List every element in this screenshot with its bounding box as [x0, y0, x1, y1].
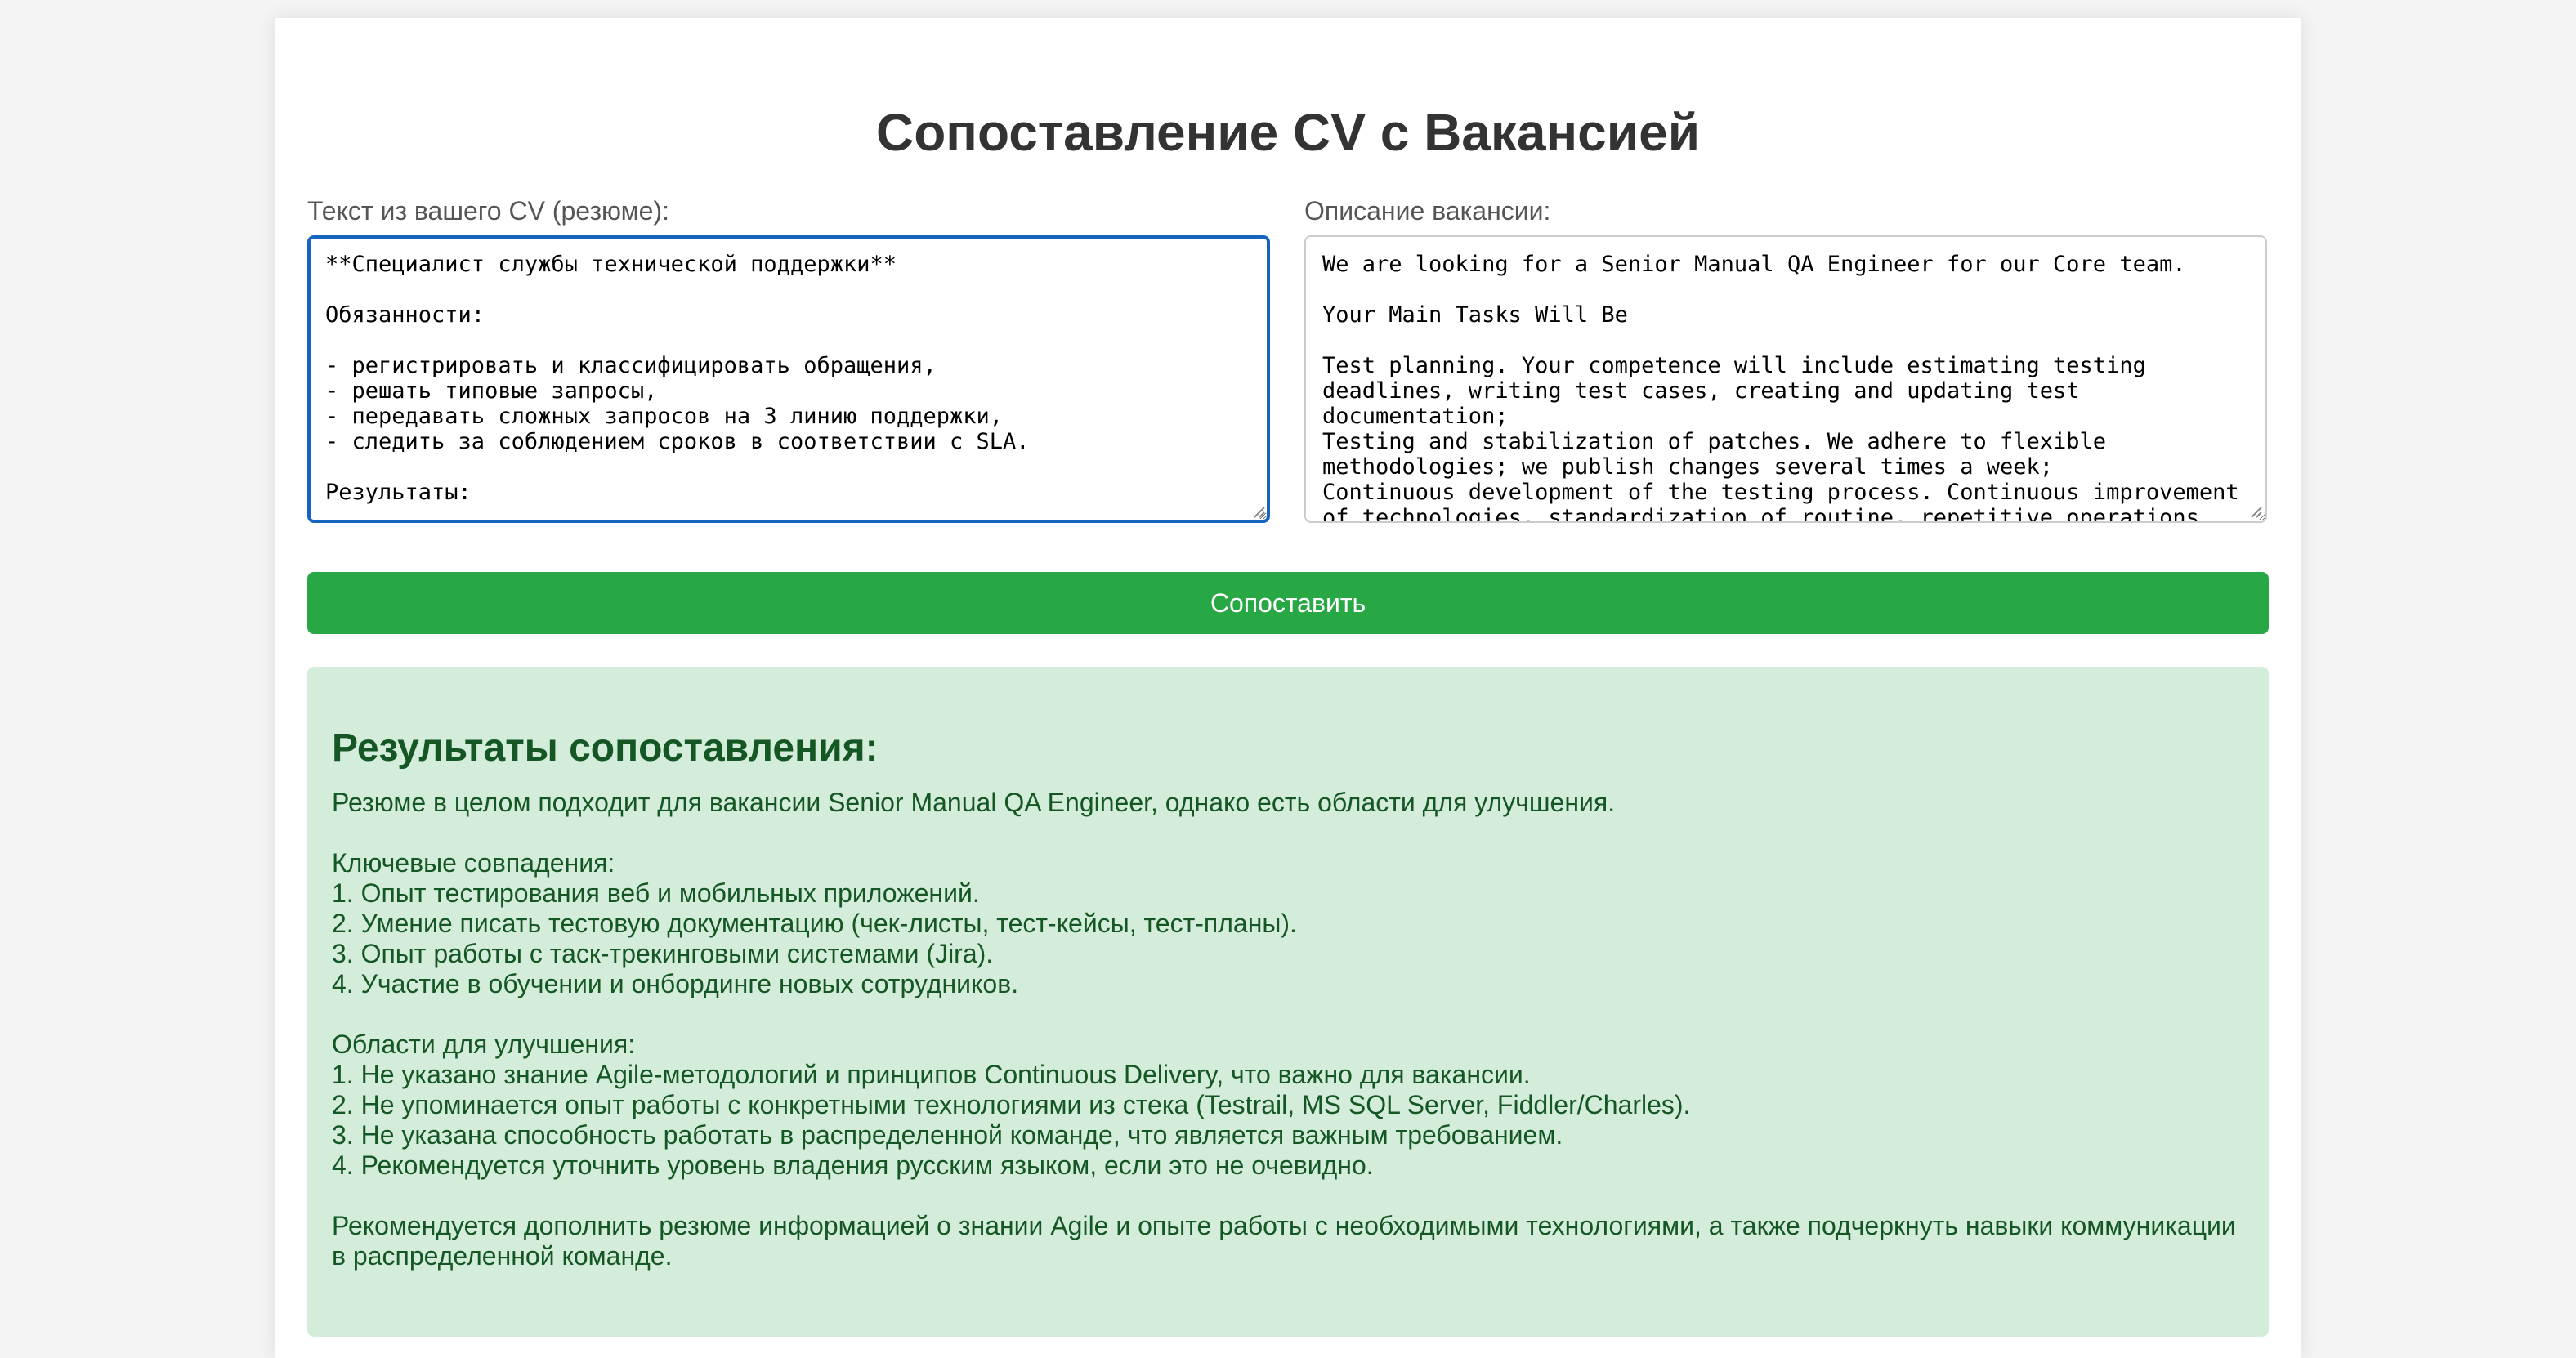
spacer: [332, 818, 2244, 848]
improvements-title: Области для улучшения:: [332, 1030, 636, 1059]
results-summary: Резюме в целом подходит для вакансии Senior Manual QA Engineer, однако есть области для улучшения.: [332, 788, 1616, 817]
main-card: [275, 18, 2301, 1358]
match-item: 1. Опыт тестирования веб и мобильных приложений.: [332, 878, 980, 908]
improvement-item: 3. Не указана способность работать в распределенной команде, что является важным требованием.: [332, 1120, 1563, 1150]
vacancy-textarea-label: Описание вакансии:: [1304, 196, 1551, 226]
results-panel: [307, 667, 2269, 1337]
page-title: Сопоставление CV с Вакансией: [875, 103, 1701, 162]
results-recommendation: Рекомендуется дополнить резюме информацией о знании Agile и опыте работы с необходимыми технологиями, а также подчеркнуть навыки коммуникации в распределенной команде.: [332, 1211, 2236, 1271]
improvement-item: 2. Не упоминается опыт работы с конкретными технологиями из стека (Testrail, MS SQL Server, Fiddler/Charles).: [332, 1090, 1691, 1119]
improvement-item: 1. Не указано знание Agile-методологий и принципов Continuous Delivery, что важно для вакансии.: [332, 1060, 1531, 1089]
match-item: 4. Участие в обучении и онбординге новых сотрудников.: [332, 969, 1019, 998]
compare-button[interactable]: Сопоставить: [307, 572, 2269, 634]
spacer: [332, 1181, 2244, 1211]
cv-textarea-label: Текст из вашего CV (резюме):: [307, 196, 669, 226]
match-item: 3. Опыт работы с таск-трекинговыми системами (Jira).: [332, 939, 994, 968]
cv-textarea-wrapper: [307, 235, 1270, 523]
match-item: 2. Умение писать тестовую документацию (чек-листы, тест-кейсы, тест-планы).: [332, 909, 1297, 938]
improvement-item: 4. Рекомендуется уточнить уровень владения русским языком, если это не очевидно.: [332, 1150, 1374, 1180]
results-heading: Результаты сопоставления:: [332, 726, 879, 770]
matches-title: Ключевые совпадения:: [332, 848, 615, 878]
vacancy-textarea[interactable]: [1304, 235, 2267, 523]
cv-textarea[interactable]: [307, 235, 1270, 523]
vacancy-textarea-wrapper: [1304, 235, 2267, 523]
spacer: [332, 999, 2244, 1030]
